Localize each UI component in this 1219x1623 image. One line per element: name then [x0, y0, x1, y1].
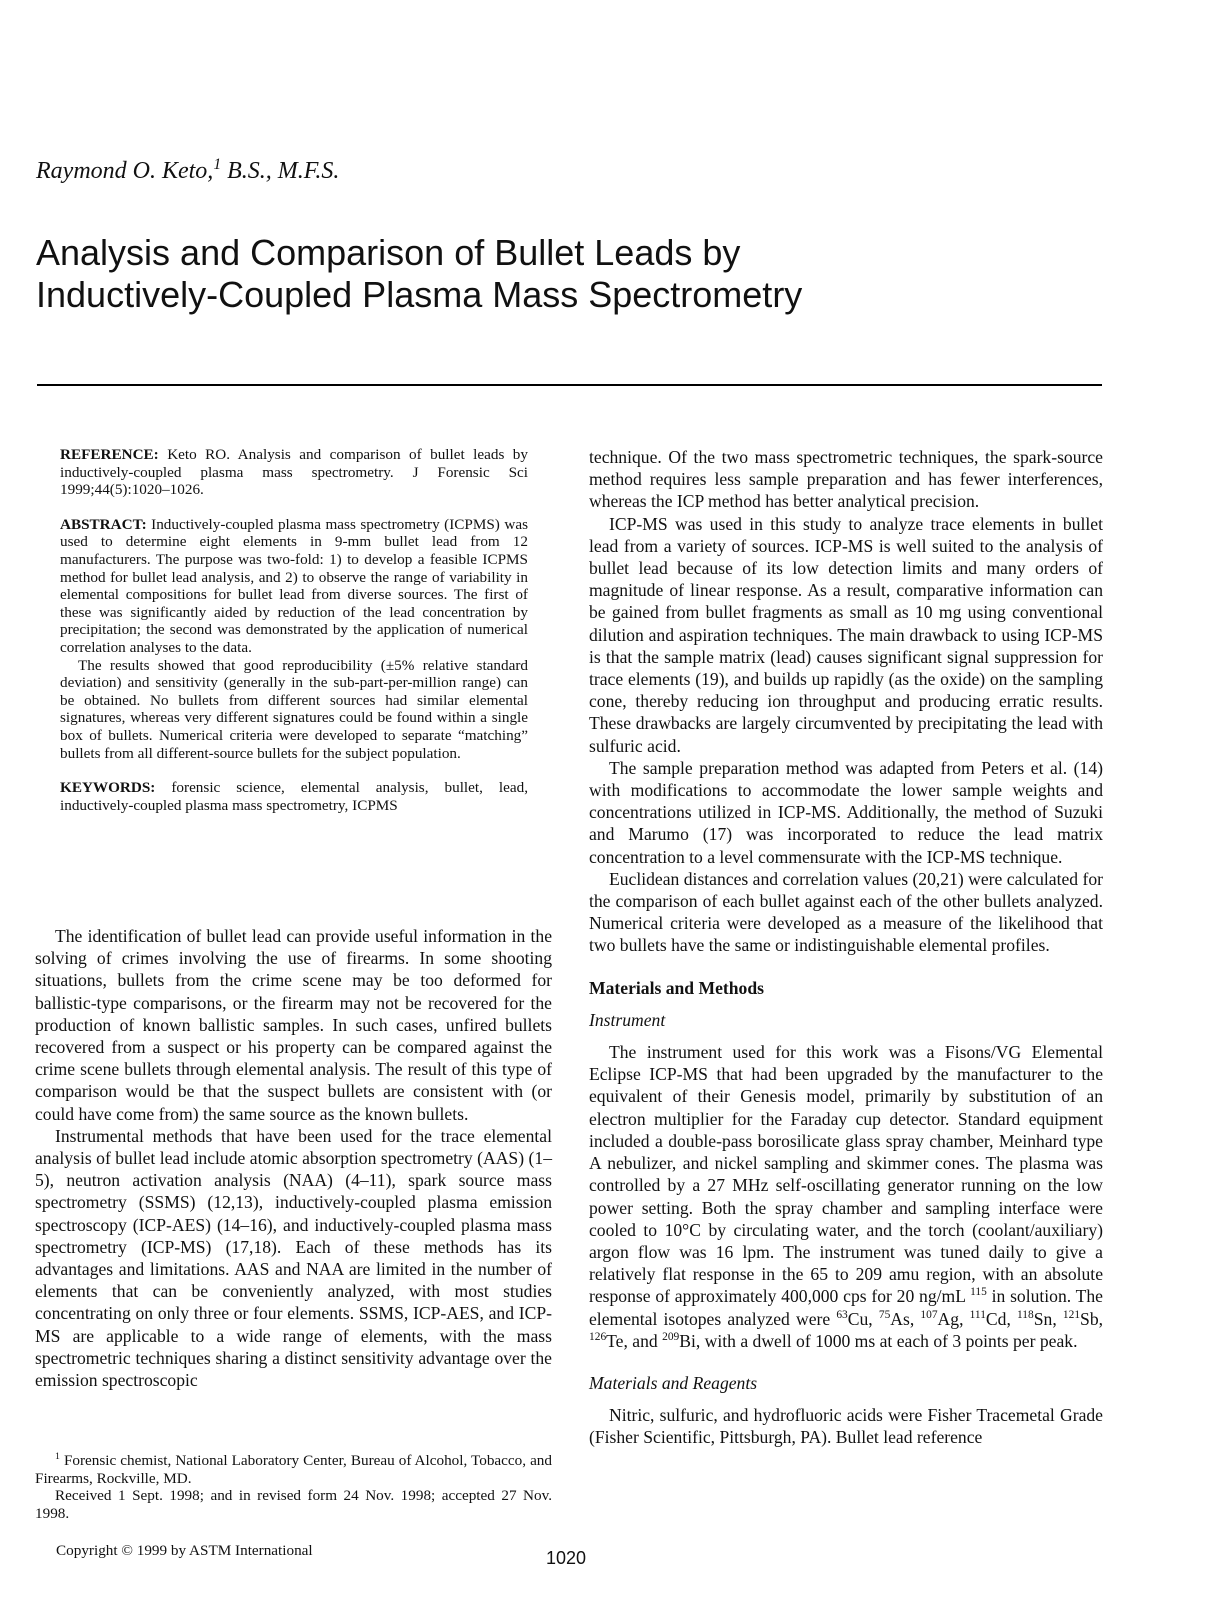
title-line-2: Inductively-Coupled Plasma Mass Spectrometry [36, 274, 803, 315]
isotope-bi [662, 1331, 696, 1351]
keywords-label: KEYWORDS: [60, 779, 156, 797]
isotope-symbol: Cu [847, 1308, 869, 1329]
isotope-sn [1017, 1309, 1063, 1329]
section-heading-materials-methods: Materials and Methods [589, 977, 764, 998]
isotope-symbol: As [890, 1308, 910, 1329]
isotope-mass: 75 [878, 1308, 891, 1321]
abstract-paragraph-2: The results showed that good reproducibility (±5% relative standard deviation) and sensitivity (generally in the sub-part-per-million range) can be obtained. No bullets from different sources had similar elemental signatures, whereas very different signatures could be found within a single box of bullets. Numerical criteria were developed to separate “matching” bullets from all different-source bullets for the subject population. [60, 656, 528, 762]
isotope-separator: , [909, 1308, 921, 1329]
footnote-1 [35, 1452, 552, 1487]
right-paragraph-2: ICP-MS was used in this study to analyze trace elements in bullet lead from a variety of sources. ICP-MS is well suited to the analysis of bullet lead because of its low detection limits and many orders of magnitude of linear response. As a result, comparative information can be gained from bullet fragments as small as 10 mg using conventional dilution and aspiration techniques. The main drawback to using ICP-MS is that the sample matrix (lead) causes significant signal suppression for trace elements (19), and builds up rapidly (as the oxide) on the sampling cone, thereby reducing ion throughput and producing erratic results. These drawbacks are largely circumvented by precipitating the lead with sulfuric acid. [589, 513, 1103, 756]
reference-paragraph [60, 446, 528, 499]
instrument-text-b: in solution. The elemental isotopes analyzed were [589, 1286, 1103, 1329]
abstract-text-1: Inductively-coupled plasma mass spectrometry (ICPMS) was used to determine eight elements in 9-mm bullet lead from 12 manufacturers. The purpose was two-fold: 1) to develop a feasible ICPMS method for bullet lead analysis, and 2) to observe the range of variability in elemental compositions for bullet lead from diverse sources. The first of these was significantly aided by reduction of the lead concentration by precipitation; the second was demonstrated by the application of numerical correlation analyses to the data. [60, 515, 528, 656]
isotope-separator: , [959, 1308, 970, 1329]
author-degrees: B.S., M.F.S. [221, 158, 340, 184]
isotope-as [879, 1309, 921, 1329]
isotope-mass: 209 [662, 1330, 680, 1343]
title-divider [37, 384, 1102, 386]
left-column [35, 925, 552, 1391]
keywords-text: forensic science, elemental analysis, bullet, lead, inductively-coupled plasma mass spectrometry, ICPMS [60, 779, 528, 814]
keywords-paragraph [60, 779, 528, 814]
intro-paragraph-1: The identification of bullet lead can provide useful information in the solving of crimes involving the use of firearms. In some shooting situations, bullets from the crime scene may be too deformed for ballistic-type comparisons, or the firearm may not be recovered for the production of known ballistic samples. In such cases, unfired bullets recovered from a suspect or his property can be compared against the crime scene bullets through elemental analysis. The result of this type of comparison would be that the suspect bullets are consistent with (or could have come from) the same source as the known bullets. [35, 926, 552, 1124]
abstract-paragraph-1 [60, 516, 528, 657]
right-paragraph-3: The sample preparation method was adapted from Peters et al. (14) with modifications to accommodate the lower sample weights and concentrations utilized in ICP-MS. Additionally, the method of Suzuki and Marumo (17) was incorporated to reduce the lead matrix concentration to a level commensurate with the ICP-MS technique. [589, 757, 1103, 867]
abstract-block [60, 446, 528, 814]
isotope-separator: , [1006, 1308, 1018, 1329]
isotope-ag [920, 1309, 969, 1329]
subsection-heading-reagents: Materials and Reagents [589, 1372, 758, 1393]
instrument-paragraph [589, 1041, 1103, 1352]
author-byline [36, 158, 339, 185]
footnotes [35, 1452, 552, 1522]
isotope-mass: 111 [969, 1308, 986, 1321]
isotope-mass: 107 [920, 1308, 938, 1321]
isotope-separator: , [1052, 1308, 1063, 1329]
instrument-text-end: , with a dwell of 1000 ms at each of 3 points per peak. [695, 1330, 1078, 1351]
right-column [589, 446, 1103, 1449]
isotope-mass: 63 [836, 1308, 848, 1321]
instrument-text: The instrument used for this work was a Fisons/VG Elemental Eclipse ICP-MS that had been upgraded by the manufacturer to the equivalent of their Genesis model, primarily by substitution of an electron multiplier for the Faraday cup detector. Standard equipment included a double-pass borosilicate glass spray chamber, Meinhard type A nebulizer, and nickel sampling and skimmer cones. The plasma was controlled by a 27 MHz self-oscillating generator running on the low power setting. Both the spray chamber and sampling interface were cooled to 10°C by circulating water, and the torch (coolant/auxiliary) argon flow was 16 lpm. The instrument was tuned daily to give a relatively flat response in the 65 to 209 amu region, with an absolute response of approximately 400,000 cps for 20 ng/mL [589, 1042, 1103, 1307]
received-note: Received 1 Sept. 1998; and in revised form 24 Nov. 1998; accepted 27 Nov. 1998. [35, 1487, 552, 1522]
isotope-symbol: Sn [1033, 1308, 1053, 1329]
right-paragraph-1: technique. Of the two mass spectrometric techniques, the spark-source method requires less sample preparation and has fewer interferences, whereas the ICP method has better analytical precision. [589, 447, 1103, 512]
reference-label: REFERENCE: [60, 446, 159, 463]
isotope-symbol: Sb [1080, 1308, 1099, 1329]
intro-paragraph-2: Instrumental methods that have been used for the trace elemental analysis of bullet lead include atomic absorption spectrometry (AAS) (1–5), neutron activation analysis (NAA) (4–11), spark source mass spectrometry (SSMS) (12,13), inductively-coupled plasma emission spectroscopy (ICP-AES) (14–16), and inductively-coupled plasma mass spectrometry (ICP-MS) (17,18). Each of these methods has its advantages and limitations. AAS and NAA are limited in the number of elements that can be conveniently analyzed, with most studies concentrating on only three or four elements. SSMS, ICP-AES, and ICP-MS are applicable to a wide range of elements, with the mass spectrometric techniques sharing a distinct sensitivity advantage over the emission spectroscopic [35, 1125, 552, 1391]
isotope-cu [836, 1309, 879, 1329]
isotope-symbol: Bi [679, 1330, 696, 1351]
page-number: 1020 [546, 1548, 587, 1568]
isotope-symbol: Cd [985, 1308, 1007, 1329]
isotope-symbol: Ag [937, 1308, 960, 1329]
author-name: Raymond O. Keto, [36, 158, 214, 184]
abstract-label: ABSTRACT: [60, 515, 147, 533]
footnote-1-mark: 1 [55, 1450, 60, 1462]
copyright-notice: Copyright © 1999 by ASTM International [56, 1542, 313, 1559]
subsection-heading-instrument: Instrument [589, 1009, 666, 1030]
isotope-separator: , [1098, 1308, 1104, 1329]
isotope-separator: , [868, 1308, 879, 1329]
isotope-mass: 118 [1017, 1308, 1034, 1321]
indium-mass-sup: 115 [970, 1286, 987, 1299]
isotope-mass: 121 [1062, 1308, 1081, 1321]
right-paragraph-4: Euclidean distances and correlation values (20,21) were calculated for the comparison of each bullet against each of the other bullets analyzed. Numerical criteria were developed as a measure of the likelihood that two bullets have the same or indistinguishable elemental profiles. [589, 868, 1103, 956]
isotope-sb [1063, 1309, 1103, 1329]
isotope-separator: , and [623, 1330, 663, 1351]
author-footnote-mark: 1 [213, 156, 222, 173]
reagents-paragraph: Nitric, sulfuric, and hydrofluoric acids were Fisher Tracemetal Grade (Fisher Scientific, Pittsburgh, PA). Bullet lead reference [589, 1405, 1103, 1448]
isotope-mass: 126 [589, 1330, 607, 1343]
title-line-1: Analysis and Comparison of Bullet Leads by [36, 232, 741, 273]
isotope-cd [970, 1309, 1017, 1329]
isotope-symbol: Te [606, 1330, 624, 1351]
paper-title [36, 232, 1096, 316]
isotope-te [589, 1331, 662, 1351]
footnote-1-text: Forensic chemist, National Laboratory Center, Bureau of Alcohol, Tobacco, and Firearms, Rockville, MD. [35, 1452, 552, 1487]
reference-text: Keto RO. Analysis and comparison of bullet leads by inductively-coupled plasma mass spectrometry. J Forensic Sci 1999;44(5):1020–1026. [60, 446, 528, 499]
